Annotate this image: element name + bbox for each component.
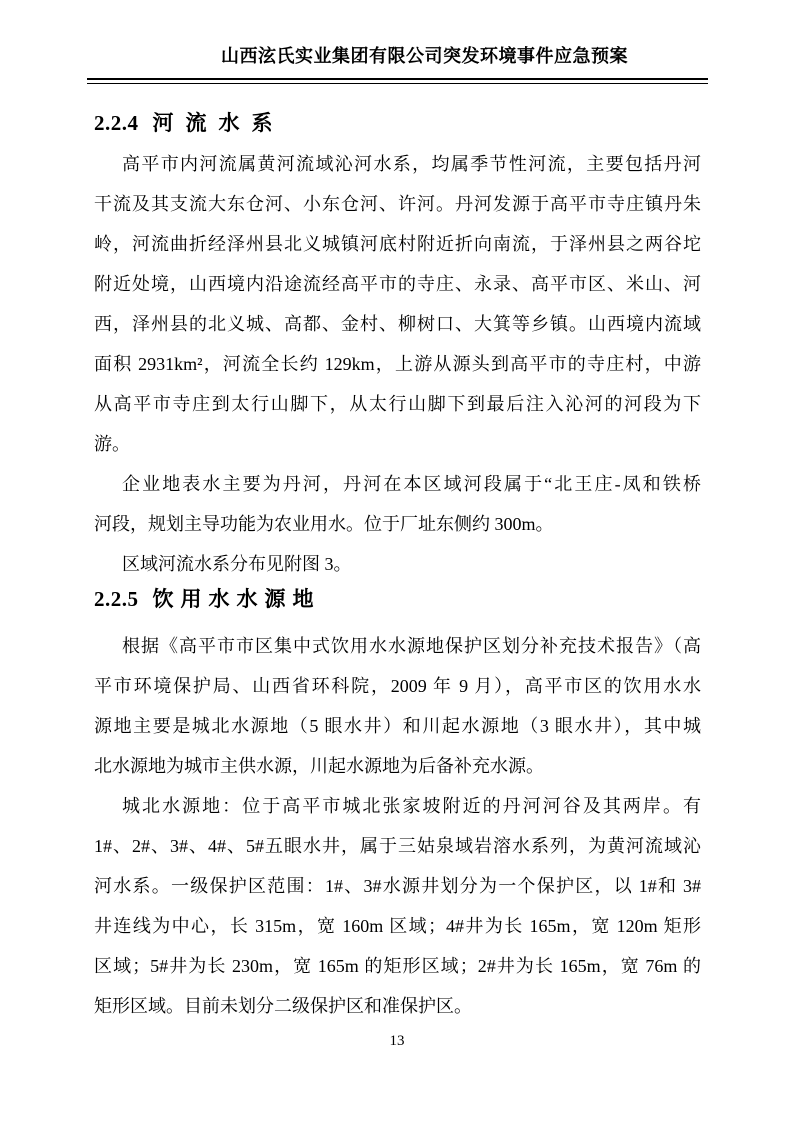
document-body [94,110,701,1026]
text-line: 西，泽州县的北义城、高都、金村、柳树口、大箕等乡镇。山西境内流域 [94,314,701,334]
text-line: 干流及其支流大东仓河、小东仓河、许河。丹河发源于高平市寺庄镇丹朱 [94,194,701,214]
paragraph [94,786,701,1026]
text-line: 企业地表水主要为丹河，丹河在本区域河段属于“北王庄-凤和铁桥 [122,474,701,494]
paragraph [94,144,701,464]
section-number: 2.2.4 [94,111,139,135]
text-line: 区域河流水系分布见附图 3。 [122,554,352,574]
page-number: 13 [389,1033,405,1049]
text-line: 高平市内河流属黄河流域沁河水系，均属季节性河流，主要包括丹河 [122,154,701,174]
text-line: 面积 2931km²，河流全长约 129km，上游从源头到高平市的寺庄村，中游 [94,354,701,374]
section-number: 2.2.5 [94,587,139,611]
text-line: 岭，河流曲折经泽州县北义城镇河底村附近折向南流，于泽州县之两谷坨 [94,234,701,254]
text-line: 游。 [94,434,130,454]
text-line: 河水系。一级保护区范围：1#、3#水源井划分为一个保护区，以 1#和 3# [94,876,701,896]
text-line: 矩形区域。目前未划分二级保护区和准保护区。 [94,996,472,1016]
text-line: 河段，规划主导功能为农业用水。位于厂址东侧约 300m。 [94,514,554,534]
text-line: 井连线为中心，长 315m，宽 160m 区域；4#井为长 165m，宽 120m 矩形 [94,916,701,936]
paragraph [94,544,701,584]
text-line: 从高平市寺庄到太行山脚下，从太行山脚下到最后注入沁河的河段为下 [94,394,701,414]
text-line: 区域；5#井为长 230m，宽 165m 的矩形区域；2#井为长 165m，宽 76m 的 [94,956,701,976]
text-line: 源地主要是城北水源地（5 眼水井）和川起水源地（3 眼水井），其中城 [94,716,701,736]
text-line: 附近处境，山西境内沿途流经高平市的寺庄、永录、高平市区、米山、河 [94,274,701,294]
paragraph [94,464,701,544]
section-title: 河流水系 [152,111,285,135]
text-line: 北水源地为城市主供水源，川起水源地为后备补充水源。 [94,756,544,776]
text-line: 平市环境保护局、山西省环科院，2009 年 9 月），高平市区的饮用水水 [94,676,701,696]
section-title: 饮用水水源地 [152,587,321,611]
section-heading [94,110,701,136]
text-line: 城北水源地：位于高平市城北张家坡附近的丹河河谷及其两岸。有 [122,796,701,816]
paragraph [94,626,701,786]
text-line: 根据《高平市市区集中式饮用水水源地保护区划分补充技术报告》（高 [122,636,701,656]
header-title: 山西泫氏实业集团有限公司突发环境事件应急预案 [221,46,628,66]
text-line: 1#、2#、3#、4#、5#五眼水井，属于三姑泉域岩溶水系列，为黄河流域沁 [94,836,701,856]
header-double-rule [87,78,708,84]
section-heading [94,586,701,612]
